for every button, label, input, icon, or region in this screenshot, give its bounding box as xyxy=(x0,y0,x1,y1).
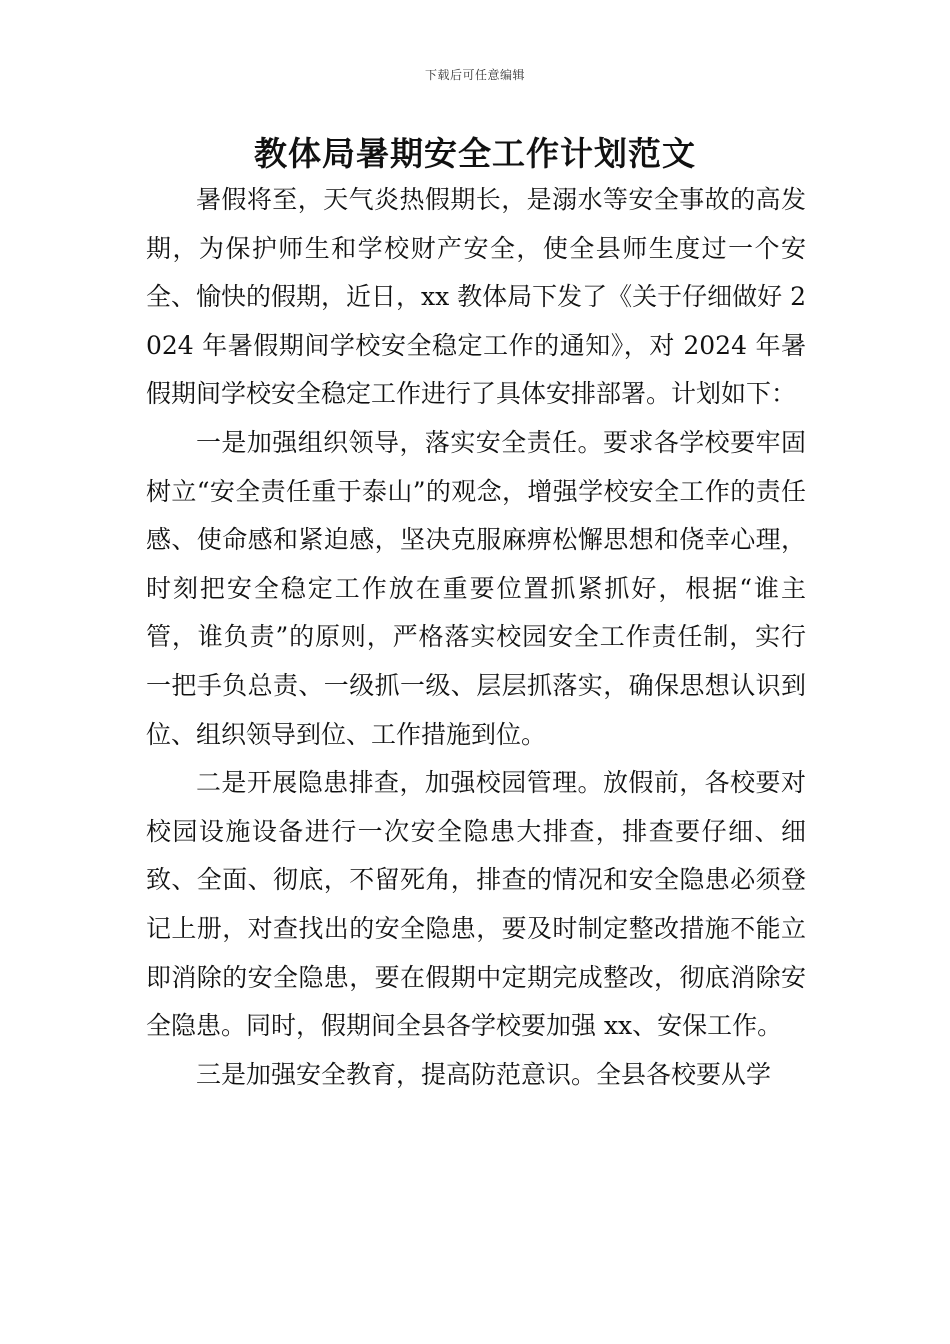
document-body xyxy=(146,176,806,1099)
paragraph-three: 三是加强安全教育，提高防范意识。全县各校要从学 xyxy=(196,1059,772,1089)
header-note: 下载后可任意编辑 xyxy=(424,68,525,82)
paragraph-one: 一是加强组织领导，落实安全责任。要求各学校要牢固树立“安全责任重于泰山”的观念，增强学校安全工作的责任感、使命感和紧迫感，坚决克服麻痹松懈思想和侥幸心理，时刻把安全稳定工作放在重要位置抓紧抓好，根据“谁主管，谁负责”的原则，严格落实校园安全工作责任制，实行一把手负总责、一级抓一级、层层抓落实，确保思想认识到位、组织领导到位、工作措施到位。 xyxy=(146,427,806,749)
paragraph-two: 二是开展隐患排查，加强校园管理。放假前，各校要对校园设施设备进行一次安全隐患大排查，排查要仔细、细致、全面、彻底，不留死角，排查的情况和安全隐患必须登记上册，对查找出的安全隐患，要及时制定整改措施不能立即消除的安全隐患，要在假期中定期完成整改，彻底消除安全隐患。同时，假期间全县各学校要加强 xx、安保工作。 xyxy=(146,768,806,1041)
paragraph-intro: 暑假将至，天气炎热假期长，是溺水等安全事故的高发期，为保护师生和学校财产安全，使全县师生度过一个安全、愉快的假期，近日，xx 教体局下发了《关于仔细做好 2024 年暑假期间学校安全稳定工作的通知》，对 2024 年暑假期间学校安全稳定工作进行了具体安排部署。计划如下： xyxy=(146,185,806,409)
document-title: 教体局暑期安全工作计划范文 xyxy=(254,134,696,173)
